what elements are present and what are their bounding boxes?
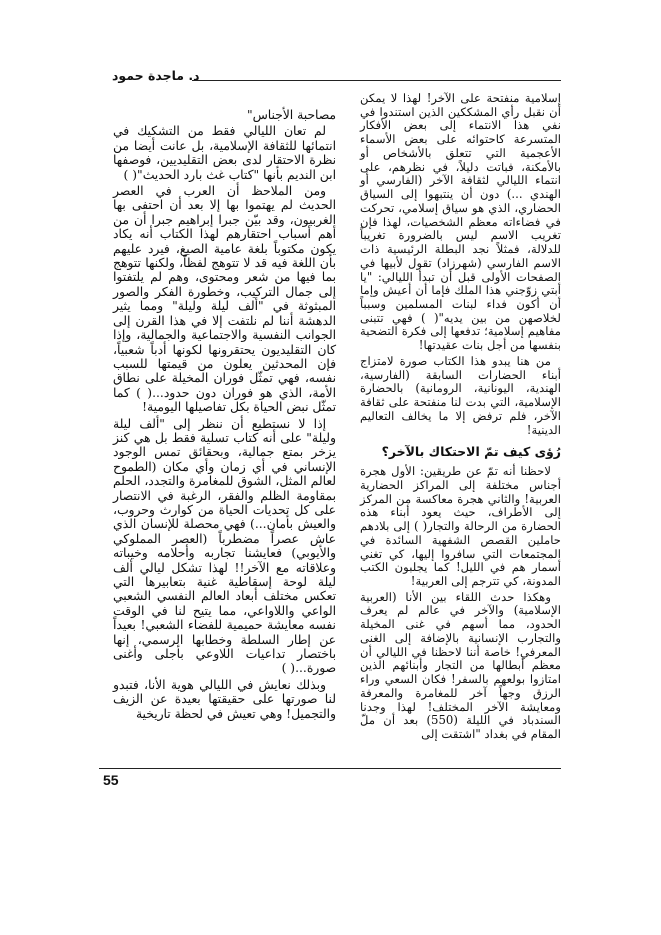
paragraph: وهكذا حدث اللقاء بين الأنا (العربية الإسلامية) والآخر في عالم لم يعرف الحدود، مما أسهم في غنى المخيلة والتجارب الإنسانية بالإضافة إلى الغنى المعرفي! خاصة أننا لاحظنا في الليالي أن معظم أبطالها من التجار وأبنائهم الذين امتازوا بولعهم بالسفر! فكان السعي وراء الرزق وجهاً آخر للمغامرة والمعرفة ومعايشة الآخر المختلف! لهذا وجدنا السندباد في الليلة (550) بعد أن ملّ المقام في بغداد "اشتقت إلى — [360, 589, 561, 742]
left-column — [113, 108, 336, 723]
header-rule — [192, 80, 561, 81]
paragraph: من هنا يبدو هذا الكتاب صورة لامتزاج أبناء الحضارات السابقة (الفارسية، الهندية، اليونانية، الرومانية) بالحضارة الإسلامية، التي بدت لنا منفتحة على ثقافة الآخر، فلم ترفض إلا ما يخالف التعاليم الدينية! — [360, 353, 561, 437]
paragraph: إذا لا نستطيع أن ننظر إلى "ألف ليلة وليلة" على أنه كتاب تسلية فقط بل هي كنز يزخر بمتع جمالية، وبحقائق تمس الوجود الإنساني في أي زمان وأي مكان (الطموح لعالم المثل، الشوق للمغامرة والتجدد، الحلم بمقاومة الظلم والفقر، الرغبة في الانتصار على كل تحديات الحياة من كوارث وحروب، والعيش بأمان...) فهي محصلة للإنسان الذي عاش عصراً مضطرباً (العصر المملوكي والأيوبي) فعايشنا تجاربه وأحلامه وخيباته وعلاقاته مع الآخر!! لهذا تشكل ليالي ألف ليلة لوحة إسقاطية غنية بتعابيرها التي تعكس مختلف أبعاد العالم النفسي الشعبي الواعي واللاواعي، مما يتيح لنا في الوقت نفسه معايشة حميمية للفضاء الشعبي! بعيداً عن إطار السلطة وخطابها الرسمي، إنها باختصار تداعيات اللاوعي بأجلى وأغنى صورة...( ) — [113, 416, 336, 676]
page-number: 55 — [103, 772, 119, 788]
paragraph: وبذلك نعايش في الليالي هوية الأنا، فتبدو لنا صورتها على حقيقتها بعيدة عن الزيف والتجميل! وهي تعيش في لحظة تاريخية — [113, 677, 336, 721]
right-column — [360, 92, 561, 744]
paragraph: مصاحبة الأجناس" — [247, 108, 336, 122]
paragraph: لم تعان الليالي فقط من التشكيك في انتمائها للثقافة الإسلامية، بل عانت أيضا من نظرة الاحتقار لدى بعض التقليديين، فوصفها ابن النديم بأنها "كتاب غث بارد الحديث"( ) — [113, 124, 336, 182]
running-header-author: د. ماجدة حمود — [112, 68, 200, 83]
paragraph: لاحظنا أنه تمّ عن طريقين: الأول هجرة أجناس مختلفة إلى المراكز الحضارية العربية! والثاني هجرة معاكسة من المركز إلى الأطراف، حيث يعود أبناء هذه الحضارة من الرحالة والتجار( ) إلى بلادهم حاملين القصص الشفهية السائدة في المجتمعات التي سافروا إليها، كي تغني أسمار هم في الليل! كما يجلبون الكتب المدونة، كي تترجم إلى العربية! — [360, 464, 561, 588]
footer-rule — [99, 768, 561, 769]
paragraph: إسلامية منفتحة على الآخر! لهذا لا يمكن أن نقبل رأي المشككين الذين استندوا في نفي هذا الانتماء إلى بعض الأفكار المتسرعة كاحتوائه على بعض الأسماء الأعجمية التي تتعلق بالأشخاص أو بالأمكنة، فباتت دليلاً، في نظرهم، على انتماء الليالي لثقافة الآخر (الفارسي أو الهندي ...) دون أن ينتبهوا إلى السياق الحضاري، الذي هو سياق إسلامي، تحركت في فضاءاته معظم الشخصيات، لهذا فإن تغريب الاسم ليس بالضرورة تغريباً للدلالة، فمثلاً نجد البطلة الرئيسية ذات الاسم الفارسي (شهرزاد) تقول لأبيها في الصفحات الأولى قبل أن تبدأ الليالي: "يا أبتي زوّجني هذا الملك فإما أن أعيش وإما أن أكون فداء لبنات المسلمين وسبباً لخلاصهن من بين يديه"( ) فهي تتبنى مفاهيم إسلامية؛ تدفعها إلى فكرة التضحية بنفسها من أجل بنات عقيدتها! — [360, 91, 561, 353]
section-heading: رُؤى كيف تمّ الاحتكاك بالآخر؟ — [381, 444, 561, 460]
paragraph: ومن الملاحظ أن العرب في العصر الحديث لم يهتموا بها إلا بعد أن احتفى بها الغربيون، وقد بيّن جبرا إبراهيم جبرا أن من أهم أسباب احتقارهم لهذا الكتاب أنه يكاد يكون مكتوباً بلغة عامية الصيغ، فيرد عليهم بأن اللغة فيه قد لا تتوهج لفظاً، ولكنها تتوهج بما فيها من شعر ومحتوى، وهم لم يلتفتوا إلى جمال التركيب، وخطورة الفكر والصور المبثوثة في "ألف ليلة وليلة" ومما يثير الدهشة أننا لم نلتفت إلا في هذا القرن إلى الجوانب النفسية والاجتماعية والجمالية، وإذا كان التقليديون يحتقرونها لكونها أدباً شعبياً، فإن المحدثين يعلون من قيمتها للسبب نفسه، فهي تمثّل فوران المخيلة على نطاق الأمة، الذي هو فوران دون حدود...( ) كما تمثّل نبض الحياة بكل تفاصيلها اليومية! — [113, 184, 336, 415]
